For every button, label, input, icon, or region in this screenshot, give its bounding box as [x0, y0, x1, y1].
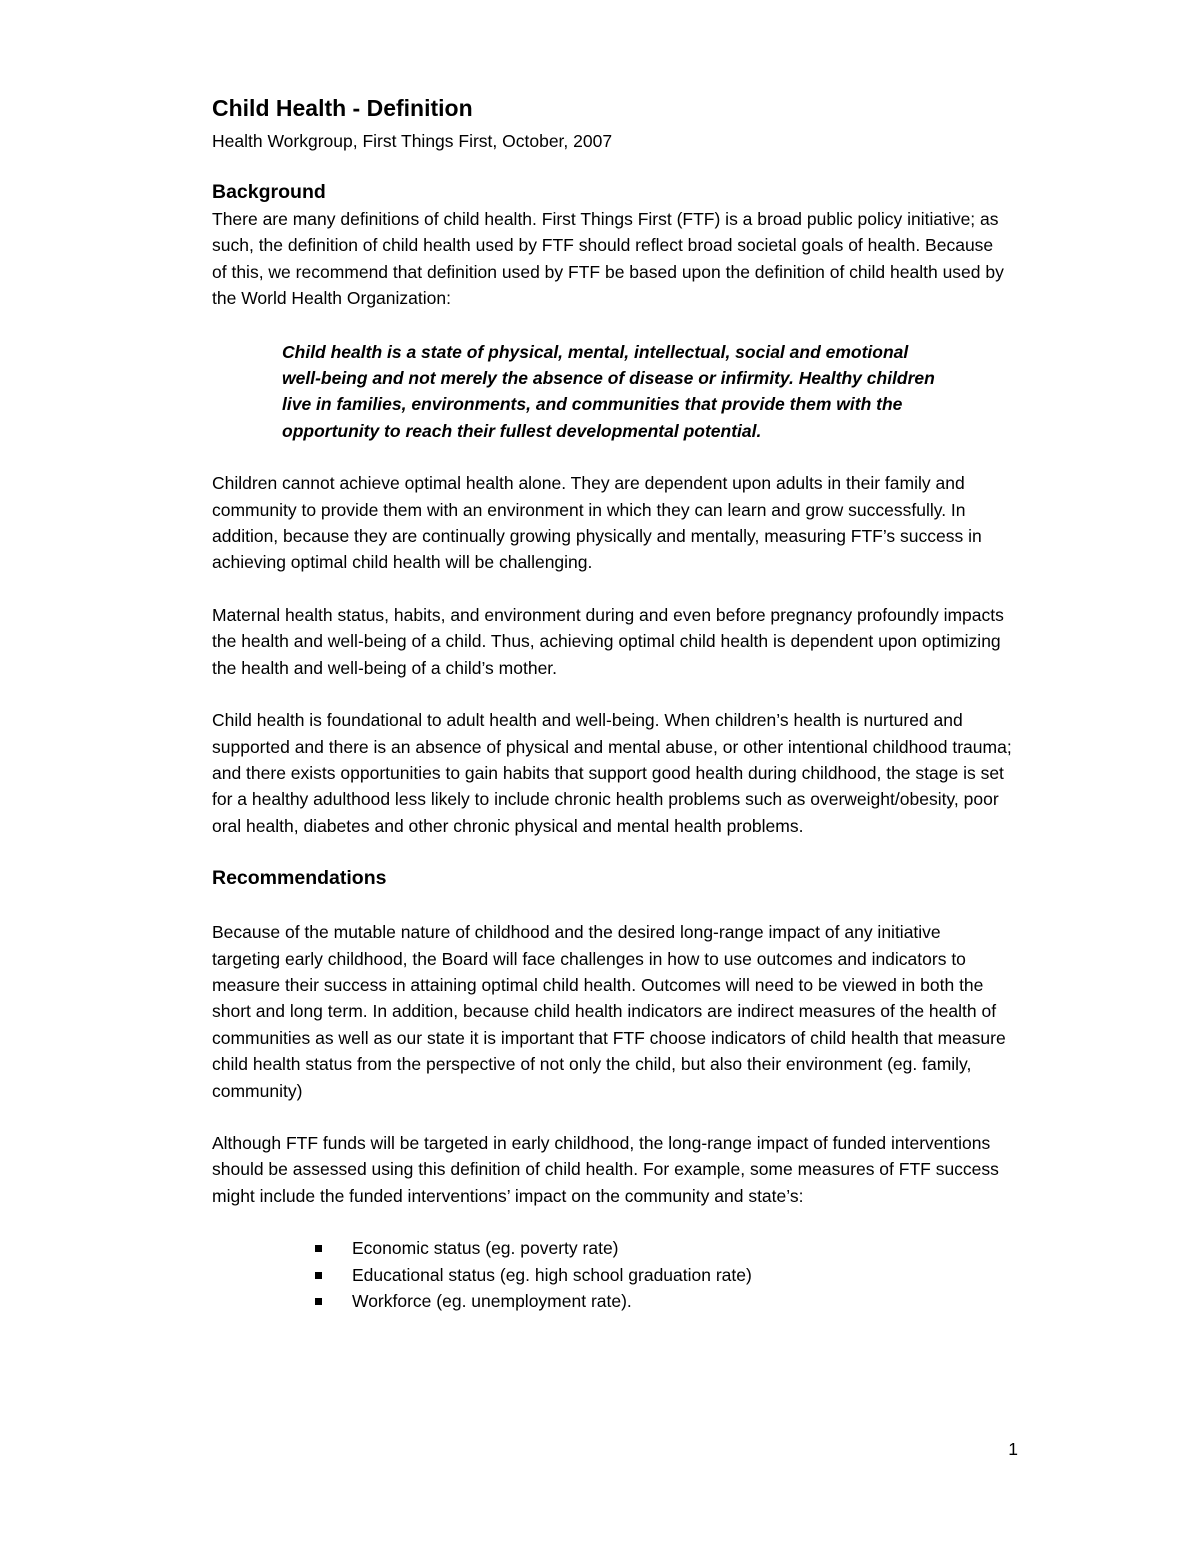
list-item: [315, 1288, 1012, 1314]
document-title: Child Health - Definition: [212, 95, 473, 121]
who-definition-quote: Child health is a state of physical, mental, intellectual, social and emotional well-being and not merely the absence of disease or infirmity. Healthy children live in families, environments, and communities that provide them with the opportunity to reach their fullest developmental potential.: [282, 341, 935, 441]
square-bullet-icon: [315, 1272, 322, 1279]
document-body: [212, 92, 1012, 1314]
background-intro-paragraph: There are many definitions of child health. First Things First (FTF) is a broad public policy initiative; as such, the definition of child health used by FTF should reflect broad societal goals of health. Because of this, we recommend that definition used by FTF be based upon the definition of child health used by the World Health Organization:: [212, 209, 1004, 309]
list-item: [315, 1235, 1012, 1261]
list-item-text: Educational status (eg. high school graduation rate): [352, 1264, 752, 1285]
success-measures-list: [315, 1235, 1012, 1314]
recommendations-paragraph-2: Although FTF funds will be targeted in early childhood, the long-range impact of funded interventions should be assessed using this definition of child health. For example, some measures of FTF success might include the funded interventions’ impact on the community and state’s:: [212, 1132, 999, 1206]
background-paragraph-3: Child health is foundational to adult health and well-being. When children’s health is nurtured and supported and there is an absence of physical and mental abuse, or other intentional childhood trauma; and there exists opportunities to gain habits that support good health during childhood, the stage is set for a healthy adulthood less likely to include chronic health problems such as overweight/obesity, poor oral health, diabetes and other chronic physical and mental health problems.: [212, 710, 1012, 836]
square-bullet-icon: [315, 1298, 322, 1305]
document-subtitle: Health Workgroup, First Things First, October, 2007: [212, 131, 613, 151]
square-bullet-icon: [315, 1245, 322, 1252]
page-number: 1: [1008, 1439, 1018, 1459]
background-paragraph-2: Maternal health status, habits, and environment during and even before pregnancy profoundly impacts the health and well-being of a child. Thus, achieving optimal child health is dependent upon optimizing the health and well-being of a child’s mother.: [212, 604, 1004, 678]
list-item-text: Economic status (eg. poverty rate): [352, 1238, 619, 1259]
recommendations-paragraph-1: Because of the mutable nature of childhood and the desired long-range impact of any initiative targeting early childhood, the Board will face challenges in how to use outcomes and indicators to measure their success in attaining optimal child health. Outcomes will need to be viewed in both the short and long term. In addition, because child health indicators are indirect measures of the health of communities as well as our state it is important that FTF choose indicators of child health that measure child health status from the perspective of not only the child, but also their environment (eg. family, community): [212, 922, 1006, 1101]
background-paragraph-1: Children cannot achieve optimal health alone. They are dependent upon adults in their family and community to provide them with an environment in which they can learn and grow successfully. In addition, because they are continually growing physically and mentally, measuring FTF’s success in achieving optimal child health will be challenging.: [212, 473, 982, 573]
list-item: [315, 1262, 1012, 1288]
section-heading-background: Background: [212, 181, 326, 203]
section-heading-recommendations: Recommendations: [212, 867, 387, 890]
list-item-text: Workforce (eg. unemployment rate).: [352, 1291, 632, 1311]
